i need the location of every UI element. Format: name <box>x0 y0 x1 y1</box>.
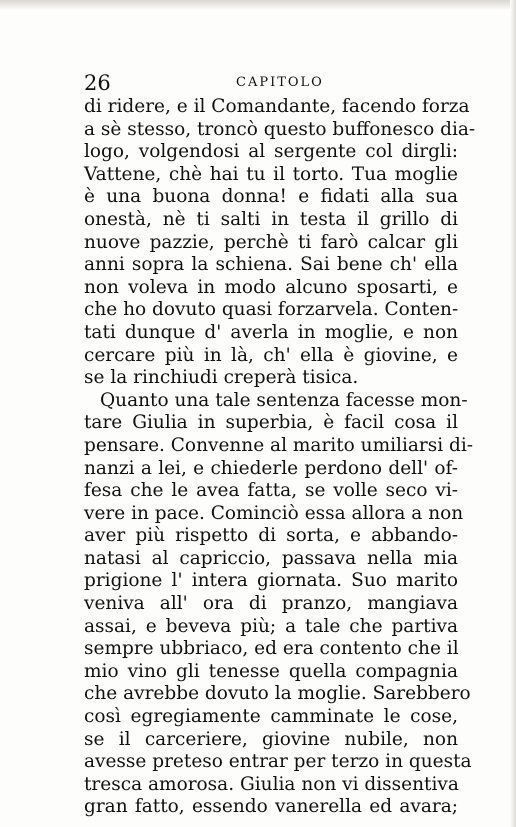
page-top-edge <box>0 0 516 10</box>
text-line: tare Giulia in superbia, è facil cosa il <box>84 412 458 434</box>
text-line: è una buona donna! e fidati alla sua <box>84 186 458 208</box>
text-line: di ridere, e il Comandante, facendo forza <box>84 96 470 117</box>
text-line: tresca amorosa. Giulia non vi dissentiva <box>84 773 459 795</box>
text-line: onestà, nè ti salti in testa il grillo di <box>84 208 458 230</box>
text-line: così egregiamente camminate le cose, <box>84 706 458 728</box>
text-line: sempre ubbriaco, ed era contento che il <box>84 638 459 660</box>
text-line: a sè stesso, troncò questo buffonesco dia- <box>84 118 476 140</box>
text-line: tati dunque d' averla in moglie, e non <box>84 321 458 343</box>
text-line: veniva all' ora di pranzo, mangiava <box>84 593 458 615</box>
body-text <box>84 96 476 819</box>
text-line: aver più rispetto di sorta, e abbando- <box>84 525 458 547</box>
text-line: che avrebbe dovuto la moglie. Sarebbero <box>84 683 471 705</box>
page-right-edge <box>510 0 516 827</box>
running-head <box>84 70 464 96</box>
text-line: prigione l' intera giornata. Suo marito <box>84 570 458 592</box>
text-line: gran fatto, essendo vanerella ed avara; <box>84 796 458 818</box>
text-line: avesse preteso entrar per terzo in questa <box>84 751 472 773</box>
text-line: assai, e beveva più; a tale che partiva <box>84 615 458 637</box>
text-line: mio vino gli tenesse quella compagnia <box>84 660 458 682</box>
chapter-heading: CAPITOLO <box>236 75 324 90</box>
text-line: nuove pazzie, perchè ti farò calcar gli <box>84 231 458 253</box>
text-line: pensare. Convenne al marito umiliarsi di- <box>84 434 474 456</box>
text-line: che ho dovuto quasi forzarvela. Conten- <box>84 299 459 321</box>
text-line: nanzi a lei, e chiederle perdono dell' of- <box>84 457 458 479</box>
text-line: se il carceriere, giovine nubile, non <box>84 728 458 750</box>
text-line: fesa che le avea fatta, se volle seco vi- <box>84 480 458 502</box>
text-line: vere in pace. Cominciò essa allora a non <box>84 502 464 524</box>
text-line: cercare più in là, ch' ella è giovine, e <box>84 344 458 366</box>
page-number: 26 <box>84 71 111 95</box>
text-line: logo, volgendosi al sergente col dirgli: <box>84 141 458 163</box>
text-line: anni sopra la schiena. Sai bene ch' ella <box>84 254 458 276</box>
text-line: Vattene, chè hai tu il torto. Tua moglie <box>84 163 458 185</box>
text-line-paragraph-start: Quanto una tale sentenza facesse mon- <box>100 389 468 411</box>
text-line: natasi al capriccio, passava nella mia <box>84 547 458 569</box>
text-line: non voleva in modo alcuno sposarti, e <box>84 276 458 298</box>
text-line-paragraph-end: se la rinchiudi creperà tisica. <box>84 367 359 389</box>
